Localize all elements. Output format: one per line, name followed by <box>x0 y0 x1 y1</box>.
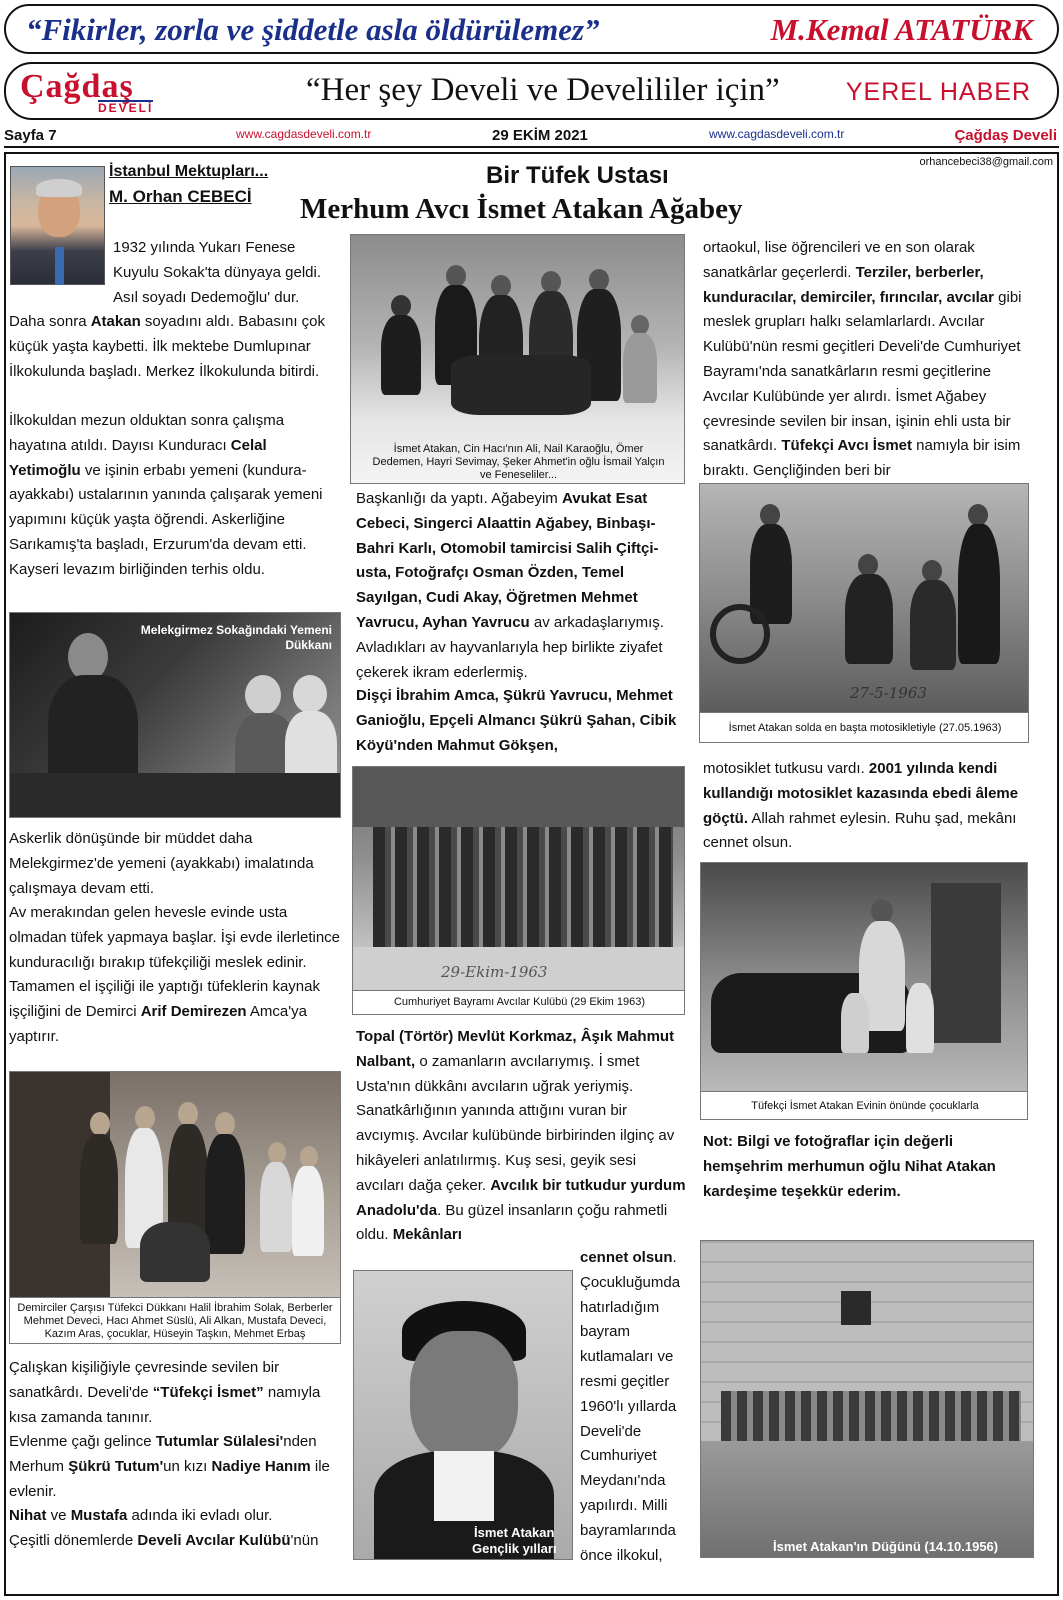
text-span: ile evlenir. <box>9 1457 330 1500</box>
moto-caption: İsmet Atakan solda en başta motosikletiyle (27.05.1963) <box>728 722 1002 734</box>
figure <box>623 333 657 403</box>
crowd <box>373 827 673 947</box>
figure <box>381 315 421 395</box>
bold-span: Avcılık bir tutkudur yurdum Anadolu'da <box>356 1176 686 1219</box>
wedding-caption: İsmet Atakan'ın Düğünü (14.10.1956) <box>773 1539 999 1554</box>
text-span: o zamanların avcılarıymış. İ smet Usta'nın dükkânı avcıların uğrak yeriymiş. Sanatkârlığının yanında attığını vuran bir avcıymış. Avcılar kulübünde birbirinden ilginç av hikâyeleri anlatılırmış. Kuş sesi, geyik sesi avcıları dağa çeker. <box>356 1052 675 1194</box>
bold-span: Tüfekçi Avcı İsmet <box>781 437 912 455</box>
bold-span: Atakan <box>90 313 141 330</box>
youth-portrait-photo <box>353 1270 573 1560</box>
group-snow-caption: İsmet Atakan, Cin Hacı'nın Ali, Nail Karaoğlu, Ömer Dedemen, Hayri Sevimay, Şeker Ahmet'in oğlu İsmail Yalçın ve Feneseliler... <box>372 443 665 481</box>
text-span: Çeşitli dönemlerde <box>9 1532 138 1549</box>
text-span: adında iki evladı olur. <box>127 1507 273 1524</box>
shop-photo <box>9 612 341 818</box>
figure <box>391 295 411 317</box>
car-caption: Tüfekçi İsmet Atakan Evinin önünde çocuklarla <box>751 1100 979 1112</box>
intro-paragraph <box>113 236 343 310</box>
workbench <box>10 773 341 818</box>
crowd <box>721 1391 1021 1441</box>
figure <box>293 675 327 713</box>
car-caption-box <box>700 1092 1028 1120</box>
header-rule <box>4 146 1059 148</box>
portrait-face <box>410 1331 518 1461</box>
banner-author: M.Kemal ATATÜRK <box>770 12 1033 47</box>
paragraph-club <box>9 1529 354 1554</box>
door <box>931 883 1001 1043</box>
figure <box>245 675 281 715</box>
building-backdrop <box>353 767 685 827</box>
figure <box>215 1112 235 1136</box>
text-span: gibi meslek grupları halkı selamlarlardı. Avcılar Kulübü'nün resmi geçitleri Develi'de Cumhuriyet Bayramı'nda sanatkârların resmi geçitlerine Avcılar Kulübünde yer alırdı. İsmet Ağabey çevresinde sevilen bir insan, işinin ehli usta bir sanatkârdı. <box>703 288 1022 455</box>
figure <box>80 1134 118 1244</box>
text-span: Çalışkan kişiliğiyle çevresinde sevilen bir sanatkârdı. Develi'de <box>9 1359 280 1401</box>
website-link-right[interactable]: www.cagdasdeveli.com.tr <box>709 127 845 141</box>
figure <box>871 899 893 923</box>
bayram-photo <box>352 766 685 991</box>
bold-span: Tutumlar Sülalesi' <box>155 1433 284 1450</box>
text-span: Başkanlığı da yaptı. Ağabeyim <box>356 490 562 507</box>
paragraph-motorcycle <box>703 757 1035 856</box>
demirciler-photo <box>9 1071 341 1298</box>
bold-span: Develi Avcılar Kulübü <box>137 1532 291 1549</box>
figure <box>958 524 1000 664</box>
demirciler-caption: Demirciler Çarşısı Tüfekci Dükkanı Halil İbrahim Solak, Berberler Mehmet Deveci, Hacı Ahmet Süslü, Ali Alkan, Mustafa Deveci, Kazım Aras, çocuklar, Hüseyin Taşkın, Mehmet Erbaş <box>17 1302 333 1340</box>
paragraph-parade <box>703 236 1035 484</box>
text-span: motosiklet tutkusu vardı. <box>703 760 869 777</box>
intro-line-3: Asıl soyadı Dedemoğlu' dur. <box>113 288 300 306</box>
bold-span: Şükrü Tutum' <box>68 1457 164 1475</box>
masthead <box>4 62 1059 120</box>
moto-handwriting: 27-5-1963 <box>850 684 927 702</box>
text-span: Av merakından gelen hevesle evinde usta olmadan tüfek yapmaya başlar. İşi evde ilerletince kunduracılığı bırakıp tüfekçiliği meslek edinir. Tamamen el işçiliği ile yaptığı tüfeklerin kaynak işçiliğini de Demirci <box>9 904 341 1021</box>
youth-caption-1: İsmet Atakan <box>474 1525 555 1540</box>
paragraph-usta-shop <box>356 1025 686 1248</box>
article-kicker: Bir Tüfek Ustası <box>486 162 669 189</box>
figure <box>451 355 591 415</box>
car-photo <box>700 862 1028 1092</box>
bold-span: Nihat <box>9 1507 47 1524</box>
figure <box>760 504 780 526</box>
figure <box>841 993 869 1053</box>
text-span: Evlenme çağı gelince <box>9 1433 156 1450</box>
figure <box>906 983 934 1053</box>
bold-span: Mustafa <box>70 1507 128 1524</box>
text-span: Daha sonra <box>9 313 91 330</box>
article-headline: Merhum Avcı İsmet Atakan Ağabey <box>300 193 743 225</box>
text-span: ortaokul, lise öğrencileri ve en son olarak sanatkârlar geçerlerdi. <box>703 239 975 281</box>
bayram-handwriting: 29-Ekim-1963 <box>441 963 548 981</box>
info-bar <box>4 124 1059 146</box>
bayram-caption-box <box>352 991 685 1015</box>
figure <box>292 1166 324 1256</box>
section-tag: YEREL HABER <box>845 78 1031 106</box>
figure <box>541 271 561 293</box>
figure <box>90 1112 110 1136</box>
bold-span: Dişçi İbrahim Amca, Şükrü Yavrucu, Mehmet Ganioğlu, Epçeli Almancı Şükrü Şahan, Cibik Köyü'nden Mahmut Gökşen, <box>356 687 677 754</box>
logo-main: Çağdaş <box>20 68 134 105</box>
paper-name: Çağdaş Develi <box>954 127 1057 144</box>
logo-sub: DEVELİ <box>98 101 154 115</box>
bold-span: Terziler, berberler, kunduracılar, demirciler, fırıncılar, avcılar <box>703 263 994 306</box>
text-span: 'nün <box>290 1532 319 1549</box>
paragraph-surname <box>9 310 342 384</box>
banner-quote: “Fikirler, zorla ve şiddetle asla öldürülemez” <box>26 12 600 47</box>
paragraph-children <box>9 1504 342 1529</box>
bold-span: Celal Yetimoğlu <box>9 436 267 479</box>
website-link-left[interactable]: www.cagdasdeveli.com.tr <box>236 127 372 141</box>
figure <box>268 1142 286 1164</box>
column-name: İstanbul Mektupları... <box>109 163 269 180</box>
column-author: M. Orhan CEBECİ <box>109 187 252 206</box>
paragraph-work-life <box>9 409 342 583</box>
wedding-photo <box>700 1240 1034 1558</box>
text-span: soyadını aldı. Babasını çok küçük yaşta kaybetti. İlk mektebe Dumlupınar İlkokulunda başladı. Merkez İlkokulunda bitirdi. <box>9 313 326 380</box>
figure <box>858 554 878 576</box>
bold-span: 2001 yılında kendi kullandığı motosiklet kazasında ebedi âleme göçtü. <box>703 760 1019 827</box>
paragraph-tufekci-ismet <box>9 1356 342 1430</box>
figure <box>968 504 988 526</box>
paragraph-gunsmith <box>9 901 342 1050</box>
figure <box>446 265 466 287</box>
motorcycle-wheel <box>710 604 770 664</box>
text-span: namıyla kısa zamanda tanınır. <box>9 1383 321 1426</box>
figure <box>135 1106 155 1130</box>
figure <box>178 1102 198 1126</box>
text-span: namıyla bir isim bıraktı. Gençliğinden beri bir <box>703 437 1021 480</box>
masthead-slogan: “Her şey Develi ve Develililer için” <box>306 72 780 108</box>
portrait-hair <box>36 179 82 197</box>
text-span: un kızı <box>163 1457 212 1475</box>
figure <box>68 633 108 681</box>
text-span: nden Merhum <box>9 1433 317 1475</box>
bold-span: Topal (Törtör) Mevlüt Korkmaz, Âşık Mahmut Nalbant, <box>356 1028 675 1070</box>
issue-date: 29 EKİM 2021 <box>492 127 588 144</box>
figure <box>140 1222 210 1282</box>
figure <box>205 1134 245 1254</box>
figure <box>845 574 893 664</box>
author-portrait <box>10 166 105 285</box>
portrait-tie <box>55 247 64 285</box>
bold-span: Avukat Esat Cebeci, Singerci Alaattin Ağabey, Binbaşı-Bahri Karlı, Otomobil tamircisi Salih Çiftçi-usta, Fotoğrafçı Osman Özden, Temel Sayılgan, Cudi Akay, Öğretmen Mehmet Yavrucu, Ayhan Yavrucu <box>356 490 659 631</box>
paragraph-hunters <box>356 684 686 758</box>
shop-photo-caption: Melekgirmez Sokağındaki Yemeni Dükkanı <box>140 623 332 652</box>
text-span: . Çocukluğumda hatırladığım bayram kutlamaları ve resmi geçitler 1960'lı yıllarda Develi'de Cumhuriyet Meydanı'nda yapılırdı. Milli bayramlarında önce ilkokul, <box>580 1249 681 1564</box>
text-span: . Bu güzel insanların çoğu rahmetli oldu. <box>356 1201 668 1244</box>
quote-banner <box>4 4 1059 54</box>
demirciler-caption-box <box>9 1298 341 1344</box>
paragraph-after-military: Askerlik dönüşünde bir müddet daha Melekgirmez'de yemeni (ayakkabı) imalatında çalışmaya devam etti. <box>9 830 314 897</box>
motorcycle-photo <box>699 483 1029 713</box>
bayram-caption: Cumhuriyet Bayramı Avcılar Kulübü (29 Ekim 1963) <box>393 996 646 1008</box>
text-span: İlkokuldan mezun olduktan sonra çalışma hayatına atıldı. Dayısı Kunduracı <box>9 412 285 454</box>
group-snow-photo <box>350 234 685 484</box>
portrait-collar <box>434 1451 494 1521</box>
figure <box>631 315 649 335</box>
bold-span: Arif Demirezen <box>140 1003 247 1021</box>
text-span: Allah rahmet eylesin. Ruhu şad, mekânı cennet olsun. <box>703 809 1017 852</box>
text-span: ve işinin erbabı yemeni (kundura-ayakkabı) ustalarının yanında çalışarak yemeni yapımını küçük yaşta öğrendi. Askerliğine Sarıkamış'ta başladı, Erzurum'da devam etti. Kayseri levazım birliğinden terhis oldu. <box>9 461 323 578</box>
bold-span: Mekânları <box>392 1226 462 1244</box>
intro-line-1: 1932 yılında Yukarı Fenese <box>113 239 296 256</box>
newspaper-logo[interactable] <box>20 70 200 114</box>
youth-caption-2: Gençlik yılları <box>472 1541 557 1556</box>
figure <box>910 580 956 670</box>
paragraph-presidency <box>356 487 686 685</box>
moto-caption-box <box>699 713 1029 743</box>
intro-line-2: Kuyulu Sokak'ta dünyaya geldi. <box>113 263 322 281</box>
figure <box>300 1146 318 1168</box>
bold-span: cennet olsun <box>580 1249 673 1266</box>
text-span: av arkadaşlarıymış. Avladıkları av hayvanlarıyla hep birlikte ziyafet çekerek ikram ederlermiş. <box>356 613 664 681</box>
acknowledgement-note: Not: Bilgi ve fotoğraflar için değerli hemşehrim merhumun oğlu Nihat Atakan kardeşime teşekkür ederim. <box>703 1133 996 1200</box>
page-number: Sayfa 7 <box>4 127 57 144</box>
author-email[interactable]: orhancebeci38@gmail.com <box>919 156 1053 168</box>
text-span: ve <box>46 1507 71 1524</box>
bold-span: Nadiye Hanım <box>211 1457 311 1475</box>
figure <box>589 269 609 291</box>
figure <box>491 275 511 297</box>
paragraph-marriage <box>9 1430 342 1504</box>
paragraph-bayram-memory <box>580 1246 690 1568</box>
bold-span: “Tüfekçi İsmet” <box>152 1383 264 1401</box>
figure <box>922 560 942 582</box>
figure <box>260 1162 292 1252</box>
text-span: Amca'ya yaptırır. <box>9 1003 307 1045</box>
window <box>841 1291 871 1325</box>
